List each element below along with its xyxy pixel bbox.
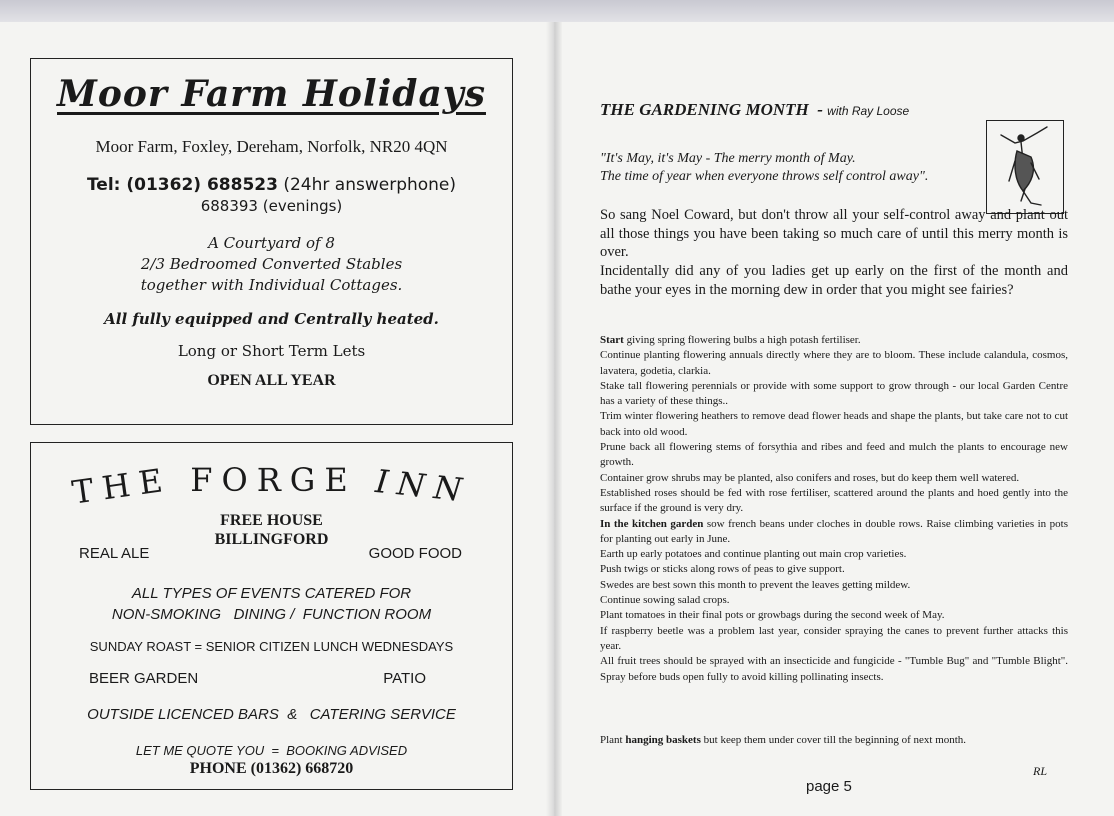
article-heading: THE GARDENING MONTH - (600, 100, 828, 119)
free-house-block (31, 511, 512, 549)
evening-number: 688393 (evenings) (200, 197, 343, 215)
outside-bars: OUTSIDE LICENCED BARS & CATERING SERVICE (87, 706, 456, 723)
tip-item (600, 333, 1068, 348)
baskets-bold: hanging baskets (625, 734, 701, 746)
equipped-line: All fully equipped and Centrally heated. (104, 310, 439, 328)
dancer-illustration (986, 120, 1064, 214)
tip-item: Prune back all flowering stems of forsythia and ribes and feed and mulch the plants to encourage new growth. (600, 441, 1068, 469)
tip-item (600, 517, 1068, 548)
tip-item: If raspberry beetle was a problem last year, consider spraying the canes to prevent further attacks this year. (600, 624, 1068, 652)
dancer-icon (987, 121, 1062, 212)
baskets-post: but keep them under cover till the beginning of next month. (700, 734, 967, 746)
forge-title-inn: INN (373, 462, 473, 510)
tip-item: Established roses should be fed with rose fertiliser, scattered around the plants and hoed gently into the surface if the ground is very dry. (600, 486, 1068, 515)
forge-inn-advert (30, 442, 513, 790)
page-number: page 5 (806, 778, 852, 795)
noel-coward-quote (600, 150, 990, 186)
forge-inn-title (31, 460, 512, 512)
tip-item: Continue sowing salad crops. (600, 594, 730, 607)
courtyard-line: together with Individual Cottages. (140, 276, 403, 294)
tip-item: Push twigs or sticks along rows of peas to give support. (600, 563, 845, 576)
billingford: BILLINGFORD (214, 531, 329, 548)
tip-start-text: giving spring flowering bulbs a high potash fertiliser. (623, 334, 861, 346)
scan-top-edge (0, 0, 1114, 22)
quote-line-1: "It's May, it's May - The merry month of May. (600, 151, 856, 166)
moor-farm-telephone (31, 175, 512, 195)
tip-item: Continue planting flowering annuals directly where they are to bloom. These include calandula, cosmos, lavatera, godetia, clarkia. (600, 349, 1068, 377)
open-all-year: OPEN ALL YEAR (207, 372, 336, 389)
intro-paragraph-2 (600, 262, 1068, 299)
tip-start-bold: Start (600, 334, 624, 346)
article-title (600, 100, 909, 120)
sunday-roast: SUNDAY ROAST = SENIOR CITIZEN LUNCH WEDNESDAYS (89, 639, 454, 654)
baskets-pre: Plant (600, 734, 626, 746)
tip-item: Container grow shrubs may be planted, also conifers and roses, but do keep them well watered. (600, 471, 1020, 484)
forge-title-forge: FORGE (190, 461, 357, 499)
patio: PATIO (383, 670, 426, 687)
good-food: GOOD FOOD (368, 545, 462, 562)
garden-patio-row (31, 670, 512, 692)
article-byline: with Ray Loose (827, 104, 910, 118)
intro-text-2: Incidentally did any of you ladies get up early on the first of the month and bathe your eyes in the morning dew in order that you might see fairies? (600, 263, 1068, 298)
page-spine (546, 22, 562, 816)
tip-kitchen-bold: In the kitchen garden (600, 517, 704, 530)
moor-farm-logo: Moor Farm Holidays (57, 73, 486, 115)
hanging-baskets-tip (600, 734, 1068, 746)
lets-line: Long or Short Term Lets (177, 342, 366, 360)
forge-phone: PHONE (01362) 668720 (189, 760, 354, 777)
booking-advised: LET ME QUOTE YOU = BOOKING ADVISED (135, 743, 408, 758)
quote-line-2: The time of year when everyone throws self control away". (600, 169, 929, 184)
tip-item: Earth up early potatoes and continue planting out main crop varieties. (600, 548, 907, 561)
courtyard-line: A Courtyard of 8 (208, 234, 335, 252)
tip-kitchen-text: sow french beans under cloches in double rows. Raise climbing varieties in pots for planting out early in June. (600, 517, 1068, 545)
tip-item: Stake tall flowering perennials or provide with some support to grow through - our local Garden Centre has a variety of these things.. (600, 379, 1068, 408)
events-block (31, 583, 512, 625)
tip-item: Trim winter flowering heathers to remove dead flower heads and shape the plants, but take care not to cut back into old wood. (600, 410, 1068, 438)
free-house: FREE HOUSE (220, 512, 323, 529)
author-initials: RL (1033, 764, 1048, 778)
real-ale: REAL ALE (79, 545, 150, 562)
courtyard-line: 2/3 Bedroomed Converted Stables (140, 255, 403, 273)
gardening-tips (600, 333, 1068, 685)
courtyard-description (31, 233, 512, 296)
dining-line: NON-SMOKING DINING / FUNCTION ROOM (111, 606, 432, 623)
tip-item: Swedes are best sown this month to prevent the leaves getting mildew. (600, 578, 911, 591)
tip-item: Plant tomatoes in their final pots or growbags during the second week of May. (600, 609, 945, 622)
events-line: ALL TYPES OF EVENTS CATERED FOR (131, 585, 412, 602)
tel-number: Tel: (01362) 688523 (86, 175, 278, 195)
forge-title-the: THE (70, 460, 175, 512)
moor-farm-advert (30, 58, 513, 425)
intro-paragraph-1 (600, 206, 1068, 262)
moor-farm-address: Moor Farm, Foxley, Dereham, Norfolk, NR20 4QN (95, 137, 448, 156)
beer-garden: BEER GARDEN (89, 670, 199, 687)
tip-item: All fruit trees should be sprayed with an insecticide and fungicide - "Tumble Bug" and "Tumble Blight". Spray before buds open fully to avoid killing pollinating insects. (600, 655, 1068, 683)
intro-text-1: So sang Noel Coward, but don't throw all your self-control away and plant out all those things you have been taking so much care of until this merry month is over. (600, 207, 1068, 260)
tel-note: (24hr answerphone) (283, 175, 457, 195)
ale-food-row (31, 545, 512, 567)
